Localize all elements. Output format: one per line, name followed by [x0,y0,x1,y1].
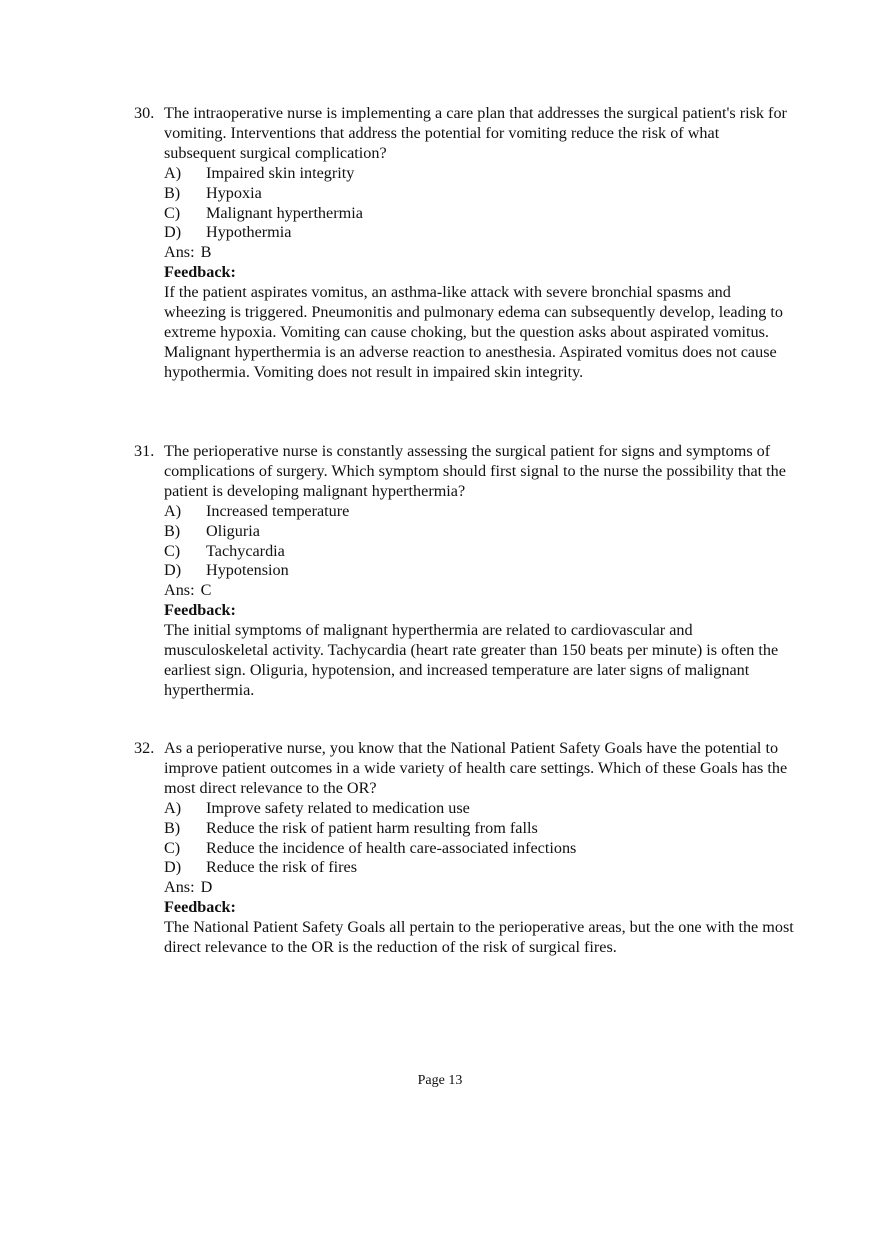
option-c [164,839,794,859]
option-text: Improve safety related to medication use [206,798,470,817]
option-letter: B) [164,183,181,202]
question-number: 30. [134,104,155,122]
option-text: Reduce the risk of patient harm resulting from falls [206,818,538,837]
option-a [164,799,794,819]
question-stem [134,104,794,164]
feedback-label: Feedback: [164,263,236,282]
question-32 [134,739,794,958]
question-30 [134,104,794,383]
option-text: Oliguria [206,521,260,540]
option-text: Reduce the risk of fires [206,858,358,877]
question-body [164,502,794,701]
option-b [164,819,794,839]
option-c [164,204,794,224]
feedback-text: If the patient aspirates vomitus, an asthma-like attack with severe bronchial spasms and wheezing is triggered. Pneumonitis and pulmonary edema can subsequently develop, leading to extreme hypoxia. Vomiting can cause choking, but the question asks about aspirated vomitus. Malignant hyperthermia is an adverse reaction to anesthesia. Aspirated vomitus does not cause hypothermia. Vomiting does not result in impaired skin integrity. [164,283,784,381]
page-number: Page 13 [417,1073,463,1088]
answer-line [164,243,794,263]
option-letter: C) [164,838,181,857]
option-letter: A) [164,163,182,182]
feedback-text: The National Patient Safety Goals all pertain to the perioperative areas, but the one with the most direct relevance to the OR is the reduction of the risk of surgical fires. [164,918,794,957]
option-text: Hypoxia [206,183,262,202]
answer-value: D [200,878,213,897]
option-letter: B) [164,521,181,540]
option-text: Tachycardia [206,541,285,560]
option-text: Hypotension [206,561,289,580]
question-31 [134,442,794,701]
option-letter: B) [164,818,181,837]
answer-line [164,581,794,601]
feedback-text: The initial symptoms of malignant hyperthermia are related to cardiovascular and musculoskeletal activity. Tachycardia (heart rate greater than 150 beats per minute) is often the earliest sign. Oliguria, hypotension, and increased temperature are later signs of malignant hyperthermia. [164,621,779,699]
option-letter: D) [164,561,182,580]
option-letter: A) [164,798,182,817]
option-c [164,542,794,562]
option-d [164,561,794,581]
option-b [164,522,794,542]
question-number: 32. [134,739,155,757]
question-text: The intraoperative nurse is implementing a care plan that addresses the surgical patient's risk for vomiting. Interventions that address the potential for vomiting reduce the risk of what subsequent surgical complication? [164,104,787,162]
question-text: As a perioperative nurse, you know that the National Patient Safety Goals have the potential to improve patient outcomes in a wide variety of health care settings. Which of these Goals has the most direct relevance to the OR? [164,739,788,797]
option-text: Malignant hyperthermia [206,203,363,222]
answer-label: Ans: [164,581,195,600]
option-b [164,184,794,204]
question-text: The perioperative nurse is constantly assessing the surgical patient for signs and symptoms of complications of surgery. Which symptom should first signal to the nurse the possibility that the patient is developing malignant hyperthermia? [164,442,786,500]
feedback-label: Feedback: [164,601,236,620]
answer-label: Ans: [164,243,195,262]
question-number: 31. [134,442,155,460]
question-body [164,164,794,383]
option-text: Hypothermia [206,223,292,242]
question-stem [134,442,794,502]
option-letter: A) [164,501,182,520]
answer-value: B [200,243,212,262]
option-d [164,223,794,243]
option-text: Reduce the incidence of health care-associated infections [206,838,577,857]
option-letter: C) [164,541,181,560]
option-a [164,502,794,522]
answer-line [164,878,794,898]
option-text: Increased temperature [206,501,350,520]
feedback-label: Feedback: [164,898,236,917]
option-letter: C) [164,203,181,222]
answer-value: C [200,581,212,600]
option-d [164,858,794,878]
option-text: Impaired skin integrity [206,163,355,182]
option-letter: D) [164,858,182,877]
answer-label: Ans: [164,878,195,897]
option-a [164,164,794,184]
question-body [164,799,794,958]
question-stem [134,739,794,799]
option-letter: D) [164,223,182,242]
